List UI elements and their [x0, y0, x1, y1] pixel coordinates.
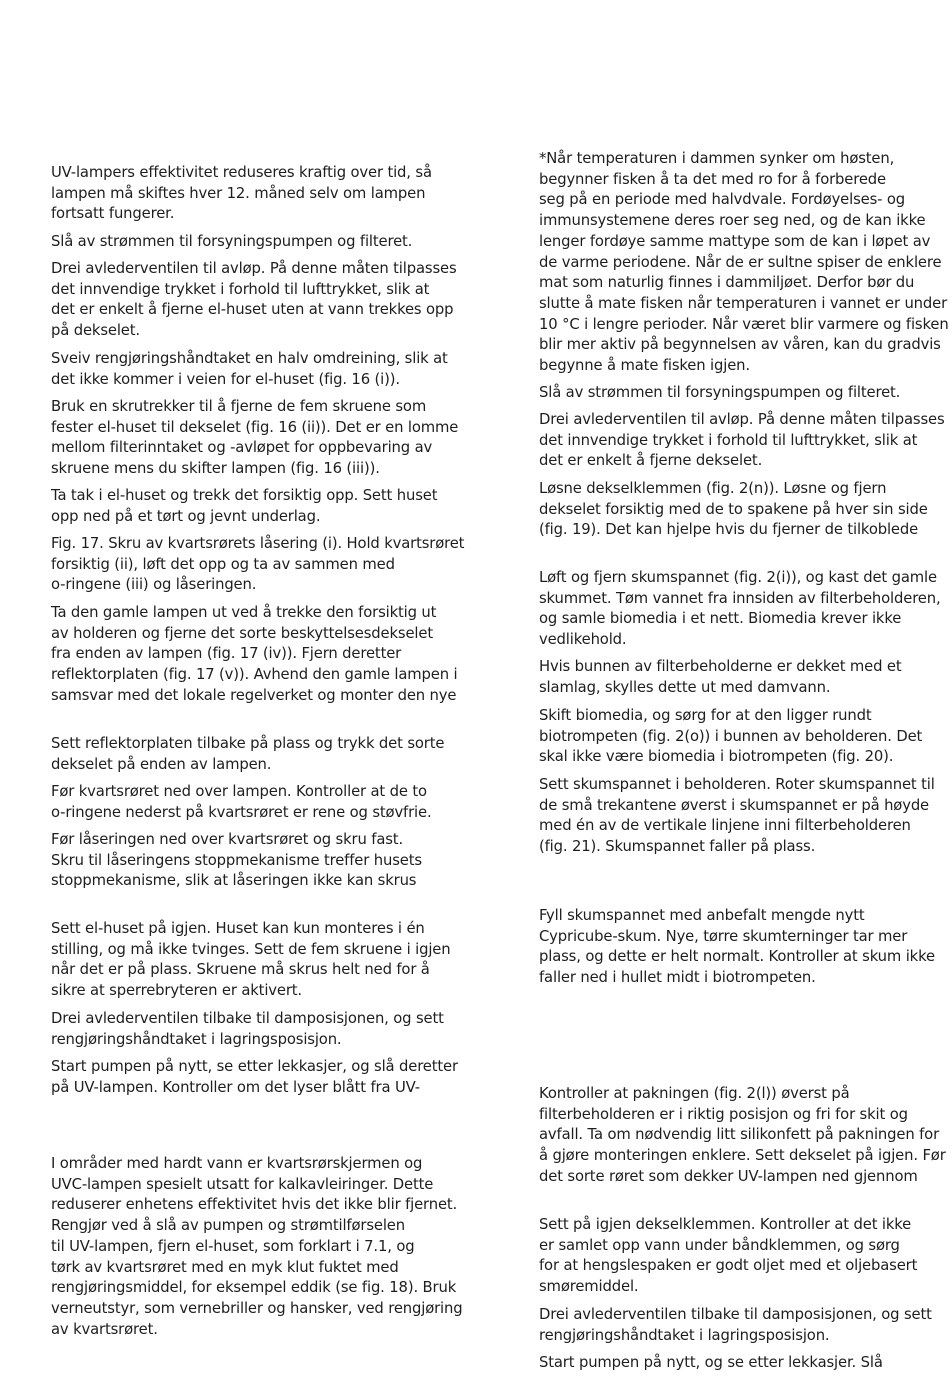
paragraph-sludge: Hvis bunnen av filterbeholderne er dekket med et slamlag, skylles dette ut med damvann.	[539, 658, 902, 696]
paragraph-uv-lamp-efficiency: UV-lampers effektivitet reduseres kraftig over tid, så lampen må skiftes hver 12. måned selv om lampen fortsatt fungerer.	[51, 164, 432, 223]
paragraph-valve-back-2: Drei avlederventilen tilbake til damposisjonen, og sett rengjøringshåndtaket i lagringsposisjon.	[539, 1306, 932, 1344]
paragraph-biomedia: Skift biomedia, og sørg for at den ligger rundt biotrompeten (fig. 2(o)) i bunnen av beholderen. Det skal ikke være biomedia i biotrompeten (fig. 20).	[539, 707, 923, 766]
paragraph-refit-housing: Sett el-huset på igjen. Huset kan kun monteres i én stilling, og må ikke tvinges. Sett de fem skruene i igjen når det er på plass. Skruene må skrus helt ned for å sikre at sperrebryteren er aktivert.	[51, 920, 451, 1000]
paragraph-remove-screws: Bruk en skrutrekker til å fjerne de fem skruene som fester el-huset til dekselet (fig. 16 (ii)). Det er en lomme mellom filterinntaket og -avløpet for oppbevaring av skruene mens du skifter lampen (fig. 16 (iii)).	[51, 398, 459, 478]
paragraph-locking-ring-fasten: Før låseringen ned over kvartsrøret og skru fast. Skru til låseringens stoppmekanisme treffer husets stoppmekanisme, slik at låseringen ikke kan skrus	[51, 831, 422, 890]
paragraph-restart-pump-2: Start pumpen på nytt, og se etter lekkasjer. Slå	[539, 1354, 883, 1371]
paragraph-lid-clamp: Løsne dekselklemmen (fig. 2(n)). Løsne og fjern dekselet forsiktig med de to spakene på hver sin side (fig. 19). Det kan hjelpe hvis du fjerner de tilkoblede	[539, 480, 928, 539]
paragraph-reflector-plate: Sett reflektorplaten tilbake på plass og trykk det sorte dekselet på enden av lampen.	[51, 735, 445, 773]
paragraph-autumn-feeding: *Når temperaturen i dammen synker om høsten, begynner fisken å ta det med ro for å forberede seg på en periode med halvdvale. Fordøyelses- og immunsystemene deres roer seg ned, og de kan ikke lenger fordøye samme mattype som de kan i løpet av de varme periodene. Når de er sultne spiser de enklere mat som naturlig finnes i dammiljøet. Derfor bør du slutte å mate fisken når temperaturen i vannet er under 10 °C i lengre perioder. Når været blir varmere og fisken blir mer aktiv på begynnelsen av våren, kan du gradvis begynne å mate fisken igjen.	[539, 150, 949, 375]
paragraph-insert-foam-basket: Sett skumspannet i beholderen. Roter skumspannet til de små trekantene øverst i skumspannet er på høyde med én av de vertikale linjene inni filterbeholderen (fig. 21). Skumspannet faller på plass.	[539, 776, 935, 856]
paragraph-refit-clamp: Sett på igjen dekselklemmen. Kontroller at det ikke er samlet opp vann under båndklemmen, og sørg for at hengslespaken er godt oljet med et oljebasert smøremiddel.	[539, 1216, 918, 1296]
paragraph-foam-basket: Løft og fjern skumspannet (fig. 2(i)), og kast det gamle skummet. Tøm vannet fra innsiden av filterbeholderen, og samle biomedia i et nett. Biomedia krever ikke vedlikehold.	[539, 569, 941, 649]
paragraph-cleaning-handle: Sveiv rengjøringshåndtaket en halv omdreining, slik at det ikke kommer i veien for el-huset (fig. 16 (i)).	[51, 350, 448, 388]
paragraph-lift-housing: Ta tak i el-huset og trekk det forsiktig opp. Sett huset opp ned på et tørt og jevnt underlag.	[51, 487, 438, 525]
paragraph-restart-pump: Start pumpen på nytt, se etter lekkasjer, og slå deretter på UV-lampen. Kontroller om det lyser blått fra UV-	[51, 1058, 458, 1096]
paragraph-power-off: Slå av strømmen til forsyningspumpen og filteret.	[51, 233, 413, 250]
paragraph-power-off-2: Slå av strømmen til forsyningspumpen og filteret.	[539, 384, 901, 401]
paragraph-quartz-locking-ring: Fig. 17. Skru av kvartsrørets låsering (i). Hold kvartsrøret forsiktig (ii), løft det opp og ta av sammen med o-ringene (iii) og låseringen.	[51, 535, 465, 594]
paragraph-diverter-valve: Drei avlederventilen til avløp. På denne måten tilpasses det innvendige trykket i forhold til lufttrykket, slik at det er enkelt å fjerne el-huset uten at vann trekkes opp på dekselet.	[51, 260, 457, 340]
paragraph-diverter-valve-2: Drei avlederventilen til avløp. På denne måten tilpasses det innvendige trykket i forhold til lufttrykket, slik at det er enkelt å fjerne dekselet.	[539, 411, 945, 470]
paragraph-quartz-over-lamp: Før kvartsrøret ned over lampen. Kontroller at de to o-ringene nederst på kvartsrøret er rene og støvfrie.	[51, 783, 432, 821]
paragraph-valve-back: Drei avlederventilen tilbake til damposisjonen, og sett rengjøringshåndtaket i lagringsposisjon.	[51, 1010, 444, 1048]
paragraph-gasket: Kontroller at pakningen (fig. 2(l)) øverst på filterbeholderen er i riktig posisjon og fri for skit og avfall. Ta om nødvendig litt silikonfett på pakningen for å gjøre monteringen enklere. Sett dekselet på igjen. Før det sorte røret som dekker UV-lampen ned gjennom	[539, 1085, 946, 1185]
paragraph-hard-water-cleaning: I områder med hardt vann er kvartsrørskjermen og UVC-lampen spesielt utsatt for kalkavleiringer. Dette reduserer enhetens effektivitet hvis det ikke blir fjernet. Rengjør ved å slå av pumpen og strømtilførselen til UV-lampen, fjern el-huset, som forklart i 7.1, og tørk av kvartsrøret med en myk klut fuktet med rengjøringsmiddel, for eksempel eddik (se fig. 18). Bruk verneutstyr, som vernebriller og hansker, ved rengjøring av kvartsrøret.	[51, 1155, 463, 1338]
paragraph-remove-old-lamp: Ta den gamle lampen ut ved å trekke den forsiktig ut av holderen og fjerne det sorte beskyttelsesdekselet fra enden av lampen (fig. 17 (iv)). Fjern deretter reflektorplaten (fig. 17 (v)). Avhend den gamle lampen i samsvar med det lokale regelverket og monter den nye	[51, 604, 458, 704]
paragraph-fill-foam: Fyll skumspannet med anbefalt mengde nytt Cypricube-skum. Nye, tørre skumterninger tar mer plass, og dette er helt normalt. Kontroller at skum ikke faller ned i hullet midt i biotrompeten.	[539, 907, 935, 987]
